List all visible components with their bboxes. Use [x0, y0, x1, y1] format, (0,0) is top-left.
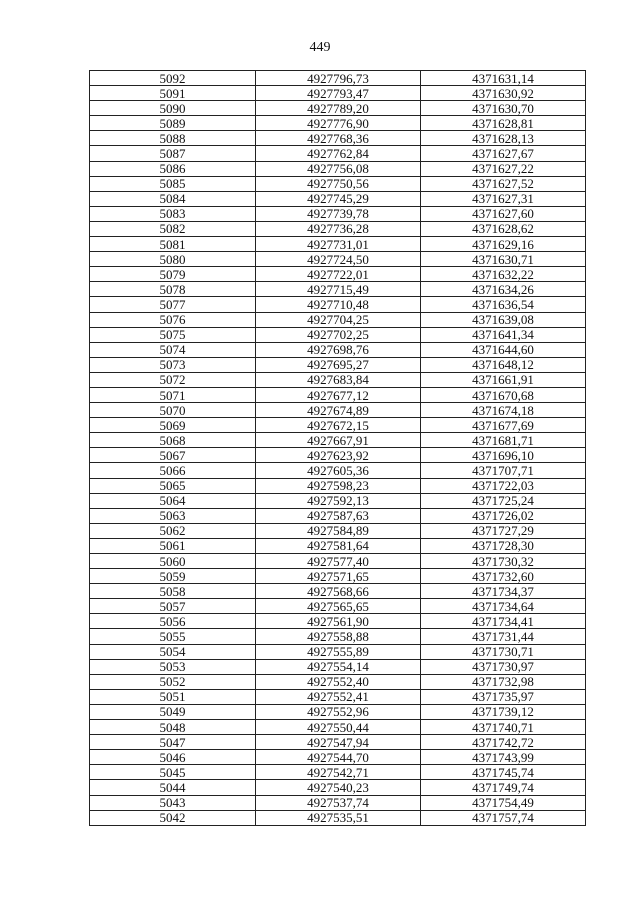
x-coordinate-cell: 4927544,70 [256, 750, 421, 765]
y-coordinate-cell: 4371707,71 [421, 463, 586, 478]
point-number-cell: 5088 [90, 131, 256, 146]
x-coordinate-cell: 4927561,90 [256, 614, 421, 629]
point-number-cell: 5074 [90, 342, 256, 357]
x-coordinate-cell: 4927756,08 [256, 161, 421, 176]
table-row [90, 161, 586, 176]
table-row [90, 795, 586, 810]
table-row [90, 433, 586, 448]
y-coordinate-cell: 4371631,14 [421, 71, 586, 86]
point-number-cell: 5062 [90, 523, 256, 538]
x-coordinate-cell: 4927552,40 [256, 674, 421, 689]
table-row [90, 342, 586, 357]
x-coordinate-cell: 4927677,12 [256, 387, 421, 402]
table-row [90, 191, 586, 206]
point-number-cell: 5049 [90, 704, 256, 719]
x-coordinate-cell: 4927776,90 [256, 116, 421, 131]
table-row [90, 554, 586, 569]
point-number-cell: 5090 [90, 101, 256, 116]
x-coordinate-cell: 4927722,01 [256, 267, 421, 282]
table-row [90, 644, 586, 659]
point-number-cell: 5070 [90, 403, 256, 418]
x-coordinate-cell: 4927568,66 [256, 584, 421, 599]
point-number-cell: 5071 [90, 387, 256, 402]
point-number-cell: 5056 [90, 614, 256, 629]
table-row [90, 221, 586, 236]
x-coordinate-cell: 4927724,50 [256, 252, 421, 267]
x-coordinate-cell: 4927762,84 [256, 146, 421, 161]
table-row [90, 252, 586, 267]
y-coordinate-cell: 4371630,70 [421, 101, 586, 116]
y-coordinate-cell: 4371745,74 [421, 765, 586, 780]
point-number-cell: 5084 [90, 191, 256, 206]
y-coordinate-cell: 4371727,29 [421, 523, 586, 538]
table-row [90, 810, 586, 825]
y-coordinate-cell: 4371632,22 [421, 267, 586, 282]
point-number-cell: 5057 [90, 599, 256, 614]
y-coordinate-cell: 4371628,13 [421, 131, 586, 146]
point-number-cell: 5046 [90, 750, 256, 765]
y-coordinate-cell: 4371743,99 [421, 750, 586, 765]
x-coordinate-cell: 4927702,25 [256, 327, 421, 342]
point-number-cell: 5075 [90, 327, 256, 342]
x-coordinate-cell: 4927710,48 [256, 297, 421, 312]
y-coordinate-cell: 4371732,98 [421, 674, 586, 689]
y-coordinate-cell: 4371627,22 [421, 161, 586, 176]
table-row [90, 689, 586, 704]
y-coordinate-cell: 4371627,67 [421, 146, 586, 161]
table-row [90, 267, 586, 282]
table-row [90, 176, 586, 191]
y-coordinate-cell: 4371742,72 [421, 735, 586, 750]
point-number-cell: 5059 [90, 569, 256, 584]
point-number-cell: 5091 [90, 86, 256, 101]
table-row [90, 463, 586, 478]
y-coordinate-cell: 4371674,18 [421, 403, 586, 418]
point-number-cell: 5055 [90, 629, 256, 644]
x-coordinate-cell: 4927739,78 [256, 206, 421, 221]
y-coordinate-cell: 4371629,16 [421, 237, 586, 252]
table-row [90, 282, 586, 297]
x-coordinate-cell: 4927623,92 [256, 448, 421, 463]
y-coordinate-cell: 4371749,74 [421, 780, 586, 795]
point-number-cell: 5087 [90, 146, 256, 161]
y-coordinate-cell: 4371725,24 [421, 493, 586, 508]
x-coordinate-cell: 4927584,89 [256, 523, 421, 538]
y-coordinate-cell: 4371627,52 [421, 176, 586, 191]
y-coordinate-cell: 4371739,12 [421, 704, 586, 719]
x-coordinate-cell: 4927552,41 [256, 689, 421, 704]
table-row [90, 750, 586, 765]
point-number-cell: 5082 [90, 221, 256, 236]
y-coordinate-cell: 4371630,71 [421, 252, 586, 267]
y-coordinate-cell: 4371728,30 [421, 538, 586, 553]
table-row [90, 493, 586, 508]
x-coordinate-cell: 4927542,71 [256, 765, 421, 780]
table-row [90, 131, 586, 146]
y-coordinate-cell: 4371726,02 [421, 508, 586, 523]
x-coordinate-cell: 4927672,15 [256, 418, 421, 433]
coordinates-table-body [90, 71, 586, 826]
y-coordinate-cell: 4371757,74 [421, 810, 586, 825]
table-row [90, 538, 586, 553]
x-coordinate-cell: 4927698,76 [256, 342, 421, 357]
coordinates-table [89, 70, 586, 826]
point-number-cell: 5051 [90, 689, 256, 704]
y-coordinate-cell: 4371648,12 [421, 357, 586, 372]
x-coordinate-cell: 4927577,40 [256, 554, 421, 569]
x-coordinate-cell: 4927554,14 [256, 659, 421, 674]
table-row [90, 312, 586, 327]
x-coordinate-cell: 4927558,88 [256, 629, 421, 644]
point-number-cell: 5077 [90, 297, 256, 312]
y-coordinate-cell: 4371644,60 [421, 342, 586, 357]
y-coordinate-cell: 4371670,68 [421, 387, 586, 402]
point-number-cell: 5042 [90, 810, 256, 825]
x-coordinate-cell: 4927731,01 [256, 237, 421, 252]
table-row [90, 327, 586, 342]
x-coordinate-cell: 4927555,89 [256, 644, 421, 659]
table-row [90, 146, 586, 161]
point-number-cell: 5078 [90, 282, 256, 297]
y-coordinate-cell: 4371731,44 [421, 629, 586, 644]
point-number-cell: 5047 [90, 735, 256, 750]
table-row [90, 704, 586, 719]
point-number-cell: 5083 [90, 206, 256, 221]
x-coordinate-cell: 4927736,28 [256, 221, 421, 236]
table-row [90, 448, 586, 463]
y-coordinate-cell: 4371661,91 [421, 372, 586, 387]
point-number-cell: 5063 [90, 508, 256, 523]
table-row [90, 780, 586, 795]
point-number-cell: 5069 [90, 418, 256, 433]
x-coordinate-cell: 4927768,36 [256, 131, 421, 146]
point-number-cell: 5081 [90, 237, 256, 252]
x-coordinate-cell: 4927605,36 [256, 463, 421, 478]
x-coordinate-cell: 4927796,73 [256, 71, 421, 86]
x-coordinate-cell: 4927581,64 [256, 538, 421, 553]
y-coordinate-cell: 4371734,41 [421, 614, 586, 629]
x-coordinate-cell: 4927587,63 [256, 508, 421, 523]
point-number-cell: 5066 [90, 463, 256, 478]
y-coordinate-cell: 4371627,31 [421, 191, 586, 206]
table-row [90, 372, 586, 387]
table-row [90, 614, 586, 629]
table-row [90, 599, 586, 614]
x-coordinate-cell: 4927537,74 [256, 795, 421, 810]
page-number: 449 [309, 40, 331, 55]
table-row [90, 569, 586, 584]
table-row [90, 674, 586, 689]
point-number-cell: 5089 [90, 116, 256, 131]
table-row [90, 584, 586, 599]
table-row [90, 357, 586, 372]
x-coordinate-cell: 4927745,29 [256, 191, 421, 206]
x-coordinate-cell: 4927750,56 [256, 176, 421, 191]
point-number-cell: 5085 [90, 176, 256, 191]
x-coordinate-cell: 4927547,94 [256, 735, 421, 750]
table-row [90, 206, 586, 221]
point-number-cell: 5072 [90, 372, 256, 387]
y-coordinate-cell: 4371639,08 [421, 312, 586, 327]
x-coordinate-cell: 4927674,89 [256, 403, 421, 418]
y-coordinate-cell: 4371696,10 [421, 448, 586, 463]
table-row [90, 387, 586, 402]
table-row [90, 508, 586, 523]
table-row [90, 86, 586, 101]
point-number-cell: 5065 [90, 478, 256, 493]
x-coordinate-cell: 4927704,25 [256, 312, 421, 327]
y-coordinate-cell: 4371740,71 [421, 720, 586, 735]
point-number-cell: 5043 [90, 795, 256, 810]
table-row [90, 237, 586, 252]
y-coordinate-cell: 4371634,26 [421, 282, 586, 297]
table-row [90, 418, 586, 433]
y-coordinate-cell: 4371730,97 [421, 659, 586, 674]
x-coordinate-cell: 4927695,27 [256, 357, 421, 372]
x-coordinate-cell: 4927540,23 [256, 780, 421, 795]
x-coordinate-cell: 4927550,44 [256, 720, 421, 735]
y-coordinate-cell: 4371730,71 [421, 644, 586, 659]
table-row [90, 629, 586, 644]
point-number-cell: 5052 [90, 674, 256, 689]
table-row [90, 71, 586, 86]
point-number-cell: 5048 [90, 720, 256, 735]
y-coordinate-cell: 4371734,37 [421, 584, 586, 599]
x-coordinate-cell: 4927535,51 [256, 810, 421, 825]
y-coordinate-cell: 4371734,64 [421, 599, 586, 614]
x-coordinate-cell: 4927715,49 [256, 282, 421, 297]
table-row [90, 116, 586, 131]
y-coordinate-cell: 4371628,62 [421, 221, 586, 236]
point-number-cell: 5067 [90, 448, 256, 463]
point-number-cell: 5079 [90, 267, 256, 282]
x-coordinate-cell: 4927552,96 [256, 704, 421, 719]
point-number-cell: 5044 [90, 780, 256, 795]
point-number-cell: 5045 [90, 765, 256, 780]
y-coordinate-cell: 4371730,32 [421, 554, 586, 569]
x-coordinate-cell: 4927793,47 [256, 86, 421, 101]
point-number-cell: 5086 [90, 161, 256, 176]
y-coordinate-cell: 4371754,49 [421, 795, 586, 810]
table-row [90, 403, 586, 418]
x-coordinate-cell: 4927592,13 [256, 493, 421, 508]
point-number-cell: 5058 [90, 584, 256, 599]
table-row [90, 101, 586, 116]
table-row [90, 478, 586, 493]
point-number-cell: 5054 [90, 644, 256, 659]
x-coordinate-cell: 4927571,65 [256, 569, 421, 584]
table-row [90, 523, 586, 538]
point-number-cell: 5053 [90, 659, 256, 674]
x-coordinate-cell: 4927683,84 [256, 372, 421, 387]
point-number-cell: 5073 [90, 357, 256, 372]
table-row [90, 765, 586, 780]
point-number-cell: 5076 [90, 312, 256, 327]
y-coordinate-cell: 4371630,92 [421, 86, 586, 101]
y-coordinate-cell: 4371636,54 [421, 297, 586, 312]
point-number-cell: 5060 [90, 554, 256, 569]
point-number-cell: 5061 [90, 538, 256, 553]
point-number-cell: 5092 [90, 71, 256, 86]
x-coordinate-cell: 4927667,91 [256, 433, 421, 448]
y-coordinate-cell: 4371677,69 [421, 418, 586, 433]
y-coordinate-cell: 4371732,60 [421, 569, 586, 584]
x-coordinate-cell: 4927598,23 [256, 478, 421, 493]
table-row [90, 297, 586, 312]
point-number-cell: 5068 [90, 433, 256, 448]
x-coordinate-cell: 4927789,20 [256, 101, 421, 116]
y-coordinate-cell: 4371681,71 [421, 433, 586, 448]
y-coordinate-cell: 4371627,60 [421, 206, 586, 221]
x-coordinate-cell: 4927565,65 [256, 599, 421, 614]
point-number-cell: 5080 [90, 252, 256, 267]
point-number-cell: 5064 [90, 493, 256, 508]
table-row [90, 720, 586, 735]
y-coordinate-cell: 4371641,34 [421, 327, 586, 342]
table-row [90, 735, 586, 750]
table-row [90, 659, 586, 674]
y-coordinate-cell: 4371628,81 [421, 116, 586, 131]
y-coordinate-cell: 4371735,97 [421, 689, 586, 704]
y-coordinate-cell: 4371722,03 [421, 478, 586, 493]
